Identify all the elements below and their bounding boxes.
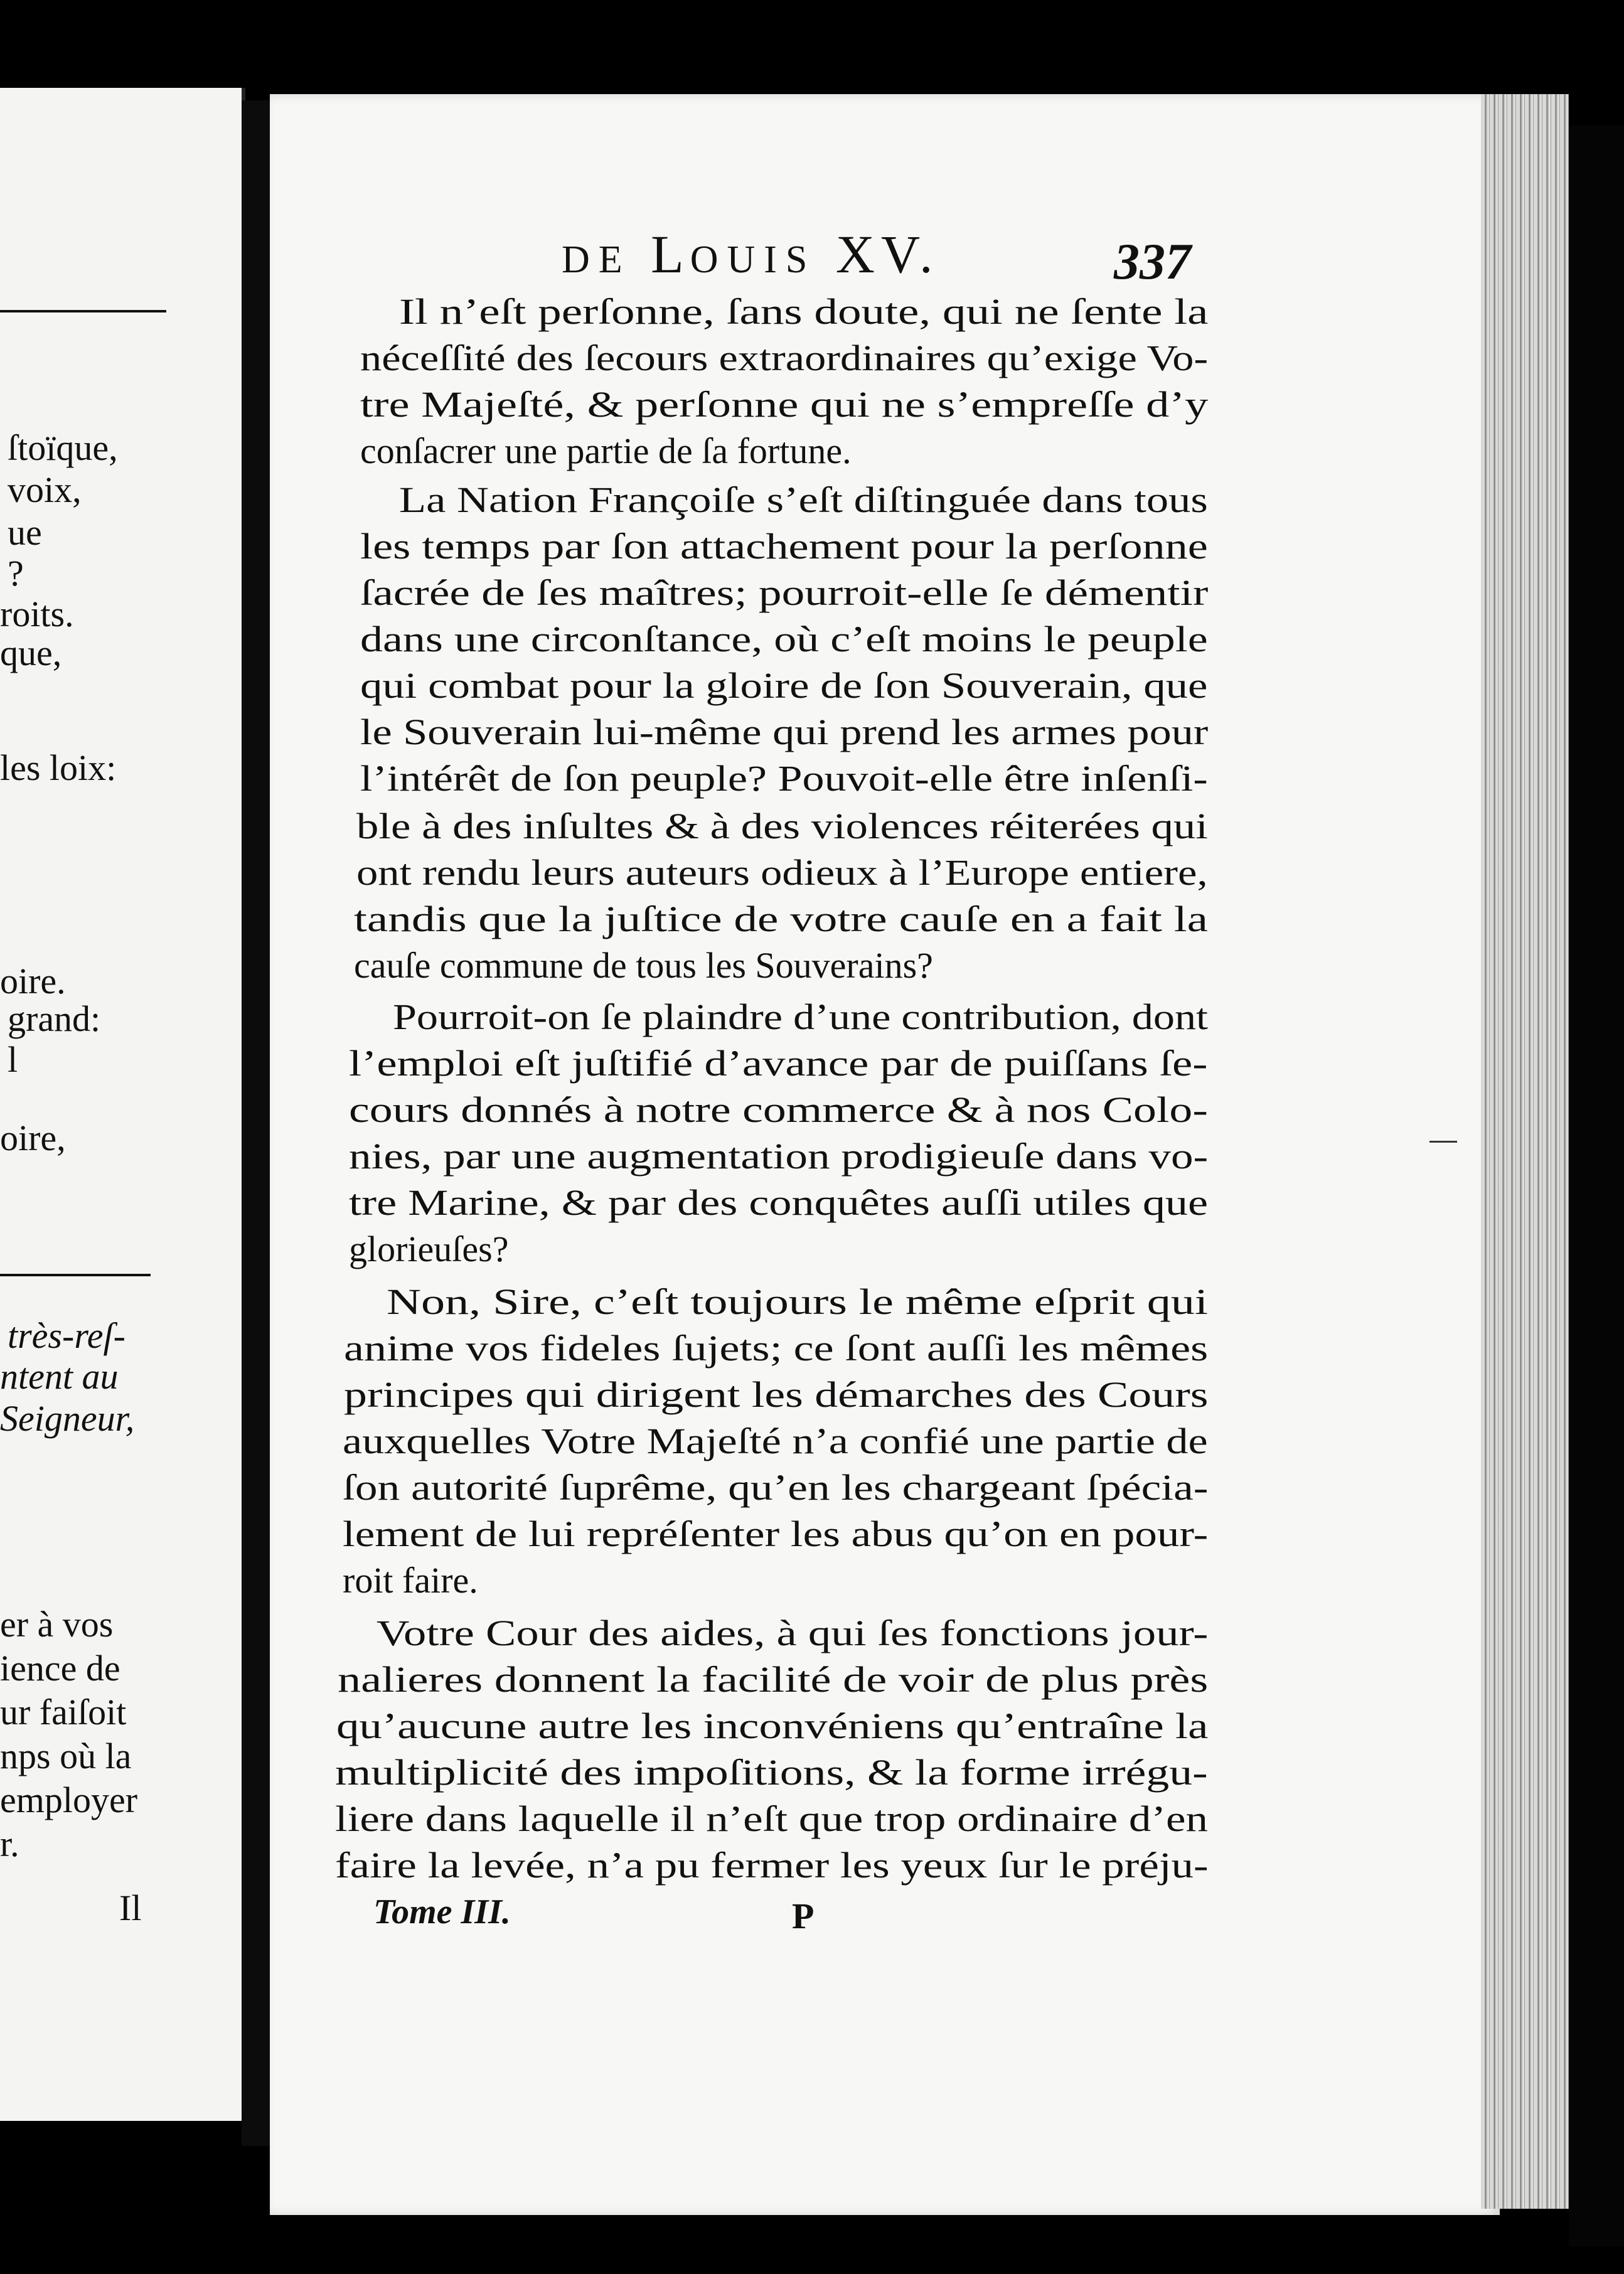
running-head-prefix: DE	[562, 238, 631, 281]
left-fragment: oire,	[0, 1118, 66, 1158]
text-line: glorieuſes?	[349, 1229, 509, 1269]
left-fragment: les loix:	[0, 747, 117, 788]
text-line: ſacrée de ſes maîtres; pourroit-elle ſe démentir	[360, 572, 1209, 613]
left-facing-page	[0, 88, 245, 2121]
left-page-top-rule	[0, 310, 166, 312]
text-line: le Souverain lui-même qui prend les armes pour	[360, 712, 1209, 752]
text-line: dans une circonſtance, où c’eſt moins le peuple	[360, 619, 1208, 659]
running-head	[562, 223, 939, 286]
text-line: tre Marine, & par des conquêtes auſſi utiles que	[349, 1182, 1209, 1223]
text-line: Votre Cour des aides, à qui ſes fonctions jour-	[377, 1613, 1209, 1653]
text-line: nies, par une augmentation prodigieuſe dans vo-	[349, 1136, 1209, 1177]
left-fragment: roits.	[0, 594, 74, 634]
left-fragment: grand:	[8, 998, 101, 1039]
left-fragment: très-reſ-	[8, 1315, 126, 1356]
left-fragment: r.	[0, 1823, 19, 1864]
text-line: Pourroit-on ſe plaindre d’une contribution, dont	[393, 996, 1209, 1037]
text-line: lement de lui repréſenter les abus qu’on en pour-	[343, 1513, 1209, 1554]
left-fragment: que,	[0, 633, 62, 673]
left-fragment: ſtoïque,	[8, 427, 118, 468]
text-line: tre Majeſté, & perſonne qui ne s’empreſſe d’y	[360, 384, 1209, 425]
text-line: Non, Sire, c’eſt toujours le même eſprit qui	[387, 1281, 1209, 1322]
left-fragment: Il	[119, 1887, 142, 1928]
margin-dash	[1429, 1141, 1457, 1143]
left-fragment: ?	[8, 553, 24, 594]
left-fragment: ue	[8, 512, 42, 553]
text-line: anime vos fideles ſujets; ce ſont auſſi les mêmes	[344, 1328, 1209, 1369]
text-line: ont rendu leurs auteurs odieux à l’Europe entiere,	[356, 852, 1208, 893]
left-fragment: ience de	[0, 1648, 120, 1689]
text-line: cauſe commune de tous les Souverains?	[354, 945, 933, 986]
left-fragment: ur faiſoit	[0, 1692, 127, 1732]
text-line: tandis que la juſtice de votre cauſe en a fait la	[354, 899, 1208, 939]
left-fragment: Seigneur,	[0, 1398, 135, 1439]
text-line: néceſſité des ſecours extraordinaires qu’exige Vo-	[360, 338, 1209, 378]
text-line: principes qui dirigent les démarches des Cours	[344, 1374, 1209, 1415]
volume-footer: Tome III.	[373, 1892, 511, 1931]
running-head-name: OUIS	[690, 238, 816, 281]
left-fragment: nps où la	[0, 1736, 132, 1776]
running-head-numeral: XV.	[835, 224, 939, 284]
text-line: les temps par ſon attachement pour la perſonne	[360, 526, 1208, 567]
text-line: qu’aucune autre les inconvéniens qu’entraîne la	[336, 1706, 1209, 1746]
text-line: La Nation Françoiſe s’eſt diſtinguée dans tous	[399, 479, 1208, 520]
text-line: ble à des inſultes & à des violences réiterées qui	[356, 806, 1208, 846]
text-line: l’emploi eſt juſtifié d’avance par de puiſſans ſe-	[349, 1043, 1208, 1084]
page-edges	[1481, 94, 1569, 2209]
left-fragment: oire.	[0, 961, 66, 1001]
text-line: liere dans laquelle il n’eſt que trop ordinaire d’en	[335, 1798, 1209, 1839]
text-line: multiplicité des impoſitions, & la forme irrégu-	[335, 1752, 1208, 1793]
text-line: nalieres donnent la facilité de voir de plus près	[338, 1659, 1209, 1700]
left-fragment: er à vos	[0, 1604, 114, 1645]
running-head-initial: L	[651, 224, 690, 284]
text-line: auxquelles Votre Majeſté n’a confié une partie de	[343, 1421, 1208, 1461]
left-fragment: ntent au	[0, 1356, 119, 1397]
left-fragment: voix,	[8, 469, 82, 510]
text-line: l’intérêt de ſon peuple? Pouvoit-elle être inſenſi-	[360, 758, 1208, 799]
text-line: ſon autorité ſuprême, qu’en les chargeant ſpécia-	[343, 1467, 1209, 1508]
left-page-mid-rule	[0, 1274, 151, 1276]
left-fragment: employer	[0, 1780, 138, 1820]
signature-mark: P	[792, 1896, 815, 1936]
left-fragment: l	[8, 1039, 18, 1080]
text-line: faire la levée, n’a pu fermer les yeux ſur le préju-	[335, 1845, 1209, 1886]
text-line: conſacrer une partie de ſa fortune.	[360, 430, 852, 471]
text-line: qui combat pour la gloire de ſon Souverain, que	[360, 665, 1208, 706]
text-line: roit faire.	[343, 1560, 478, 1601]
page-number: 337	[1114, 233, 1191, 290]
text-line: Il n’eſt perſonne, ſans doute, qui ne ſente la	[399, 291, 1209, 332]
page-edges-shadow	[1569, 125, 1624, 2246]
text-line: cours donnés à notre commerce & à nos Colo-	[349, 1089, 1208, 1130]
